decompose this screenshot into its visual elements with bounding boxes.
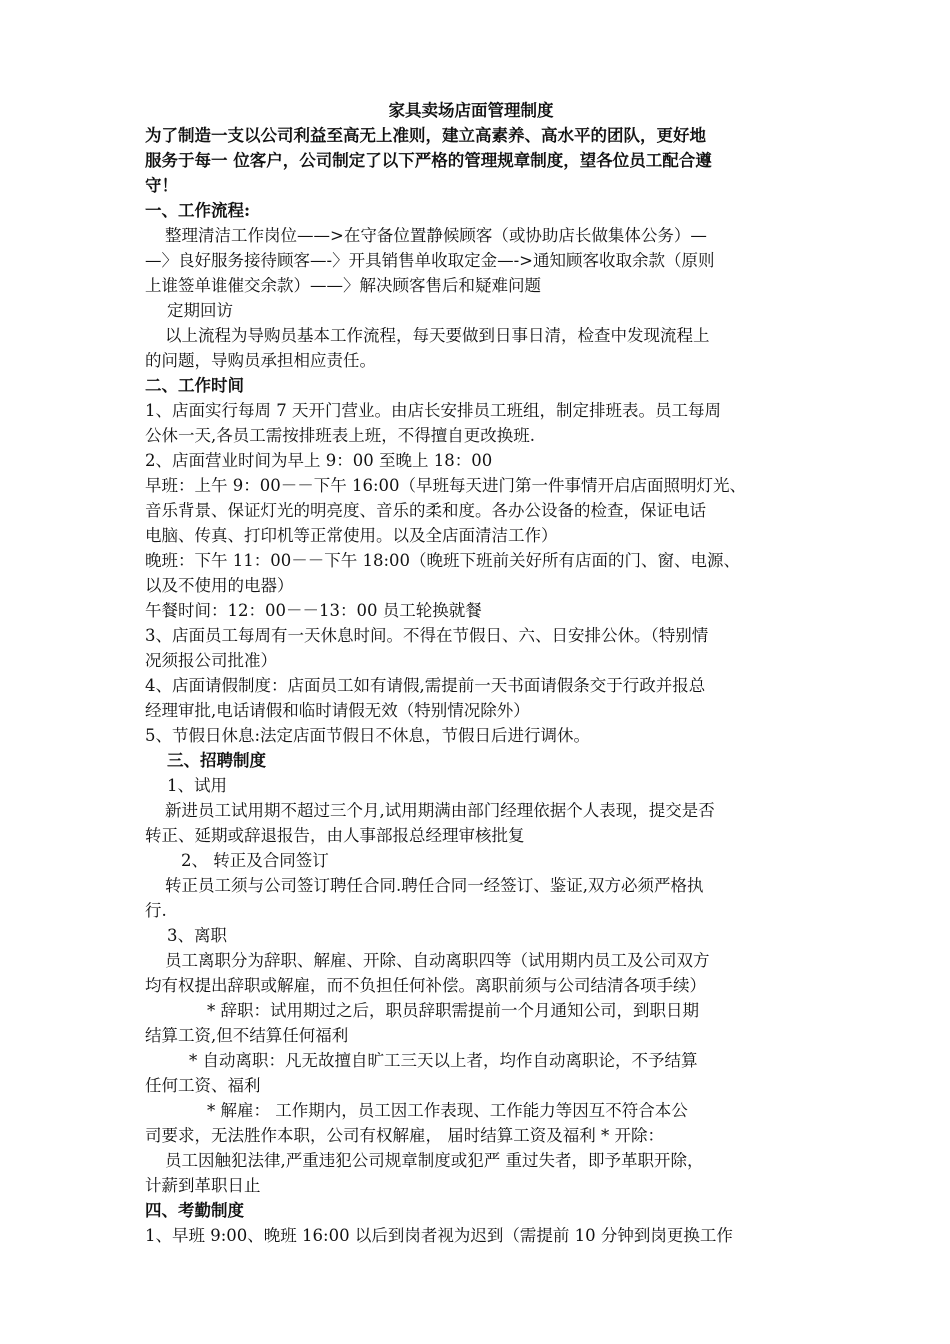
section-heading: 一、工作流程:	[145, 201, 251, 220]
text-line: 况须报公司批准）	[145, 651, 277, 670]
text-line: 定期回访	[167, 301, 233, 320]
text-line: 转正、延期或辞退报告，由人事部报总经理审核批复	[145, 826, 525, 845]
text-line: 1、试用	[167, 776, 227, 795]
text-line: 以上流程为导购员基本工作流程，每天要做到日事日清，检查中发现流程上	[165, 326, 710, 345]
document-body	[145, 123, 817, 1248]
text-line: 1、店面实行每周 7 天开门营业。由店长安排员工班组，制定排班表。员工每周	[145, 401, 721, 420]
section-heading: 二、工作时间	[145, 376, 244, 395]
text-line: 转正员工须与公司签订聘任合同.聘任合同一经签订、鉴证,双方必须严格执	[165, 876, 704, 895]
text-line: 任何工资、福利	[145, 1076, 261, 1095]
text-line: * 解雇： 工作期内，员工因工作表现、工作能力等因互不符合本公	[207, 1101, 688, 1120]
text-line: 晚班：下午 11：00－－下午 18:00（晚班下班前关好所有店面的门、窗、电源、	[145, 551, 741, 570]
text-line: 新进员工试用期不超过三个月,试用期满由部门经理依据个人表现，提交是否	[165, 801, 715, 820]
text-line: 的问题，导购员承担相应责任。	[145, 351, 376, 370]
text-line: 午餐时间：12：00－－13：00 员工轮换就餐	[145, 601, 482, 620]
text-line: 5、节假日休息:法定店面节假日不休息，节假日后进行调休。	[145, 726, 591, 745]
text-line: 音乐背景、保证灯光的明亮度、音乐的柔和度。各办公设备的检查，保证电话	[145, 501, 706, 520]
text-line: 均有权提出辞职或解雇，而不负担任何补偿。离职前须与公司结清各项手续）	[145, 976, 706, 995]
document-title: 家具卖场店面管理制度	[388, 101, 554, 120]
section-heading: 四、考勤制度	[145, 1201, 244, 1220]
text-line: 早班：上午 9：00－－下午 16:00（早班每天进门第一件事情开启店面照明灯光、	[145, 476, 747, 495]
text-line: 1、早班 9:00、晚班 16:00 以后到岗者视为迟到（需提前 10 分钟到岗更换工作	[145, 1226, 733, 1245]
document-page	[145, 98, 817, 1248]
text-line: 3、店面员工每周有一天休息时间。不得在节假日、六、日安排公休。（特别情	[145, 626, 709, 645]
text-line: 电脑、传真、打印机等正常使用。以及全店面清洁工作）	[145, 526, 558, 545]
text-line: * 辞职：试用期过之后，职员辞职需提前一个月通知公司，到职日期	[207, 1001, 699, 1020]
text-line: 4、店面请假制度：店面员工如有请假,需提前一天书面请假条交于行政并报总	[145, 676, 706, 695]
section-heading: 守！	[145, 176, 178, 195]
text-line: 公休一天,各员工需按排班表上班，不得擅自更改换班.	[145, 426, 535, 445]
text-line: 上谁签单谁催交余款）——〉解决顾客售后和疑难问题	[145, 276, 541, 295]
section-heading: 服务于每一 位客户，公司制定了以下严格的管理规章制度，望各位员工配合遵	[145, 151, 712, 170]
text-line: 计薪到革职日止	[145, 1176, 261, 1195]
text-line: 2、店面营业时间为早上 9：00 至晚上 18：00	[145, 451, 493, 470]
text-line: 结算工资,但不结算任何福利	[145, 1026, 349, 1045]
text-line: 员工因触犯法律,严重违犯公司规章制度或犯严 重过失者，即予革职开除，	[165, 1151, 704, 1170]
section-heading: 为了制造一支以公司利益至高无上准则，建立高素养、高水平的团队，更好地	[145, 126, 706, 145]
text-line: 2、 转正及合同签订	[181, 851, 329, 870]
text-line: 司要求，无法胜作本职，公司有权解雇， 届时结算工资及福利 * 开除：	[145, 1126, 664, 1145]
section-heading: 三、招聘制度	[167, 751, 266, 770]
text-line: —〉良好服务接待顾客—-〉开具销售单收取定金—->通知顾客收取余款（原则	[145, 251, 715, 270]
text-line: 整理清洁工作岗位——>在守备位置静候顾客（或协助店长做集体公务）—	[165, 226, 707, 245]
text-line: * 自动离职：凡无故擅自旷工三天以上者，均作自动离职论，不予结算	[189, 1051, 698, 1070]
text-line: 3、离职	[167, 926, 227, 945]
text-line: 行.	[145, 901, 167, 920]
text-line: 以及不使用的电器）	[145, 576, 294, 595]
text-line: 员工离职分为辞职、解雇、开除、自动离职四等（试用期内员工及公司双方	[165, 951, 710, 970]
text-line: 经理审批,电话请假和临时请假无效（特别情况除外）	[145, 701, 530, 720]
